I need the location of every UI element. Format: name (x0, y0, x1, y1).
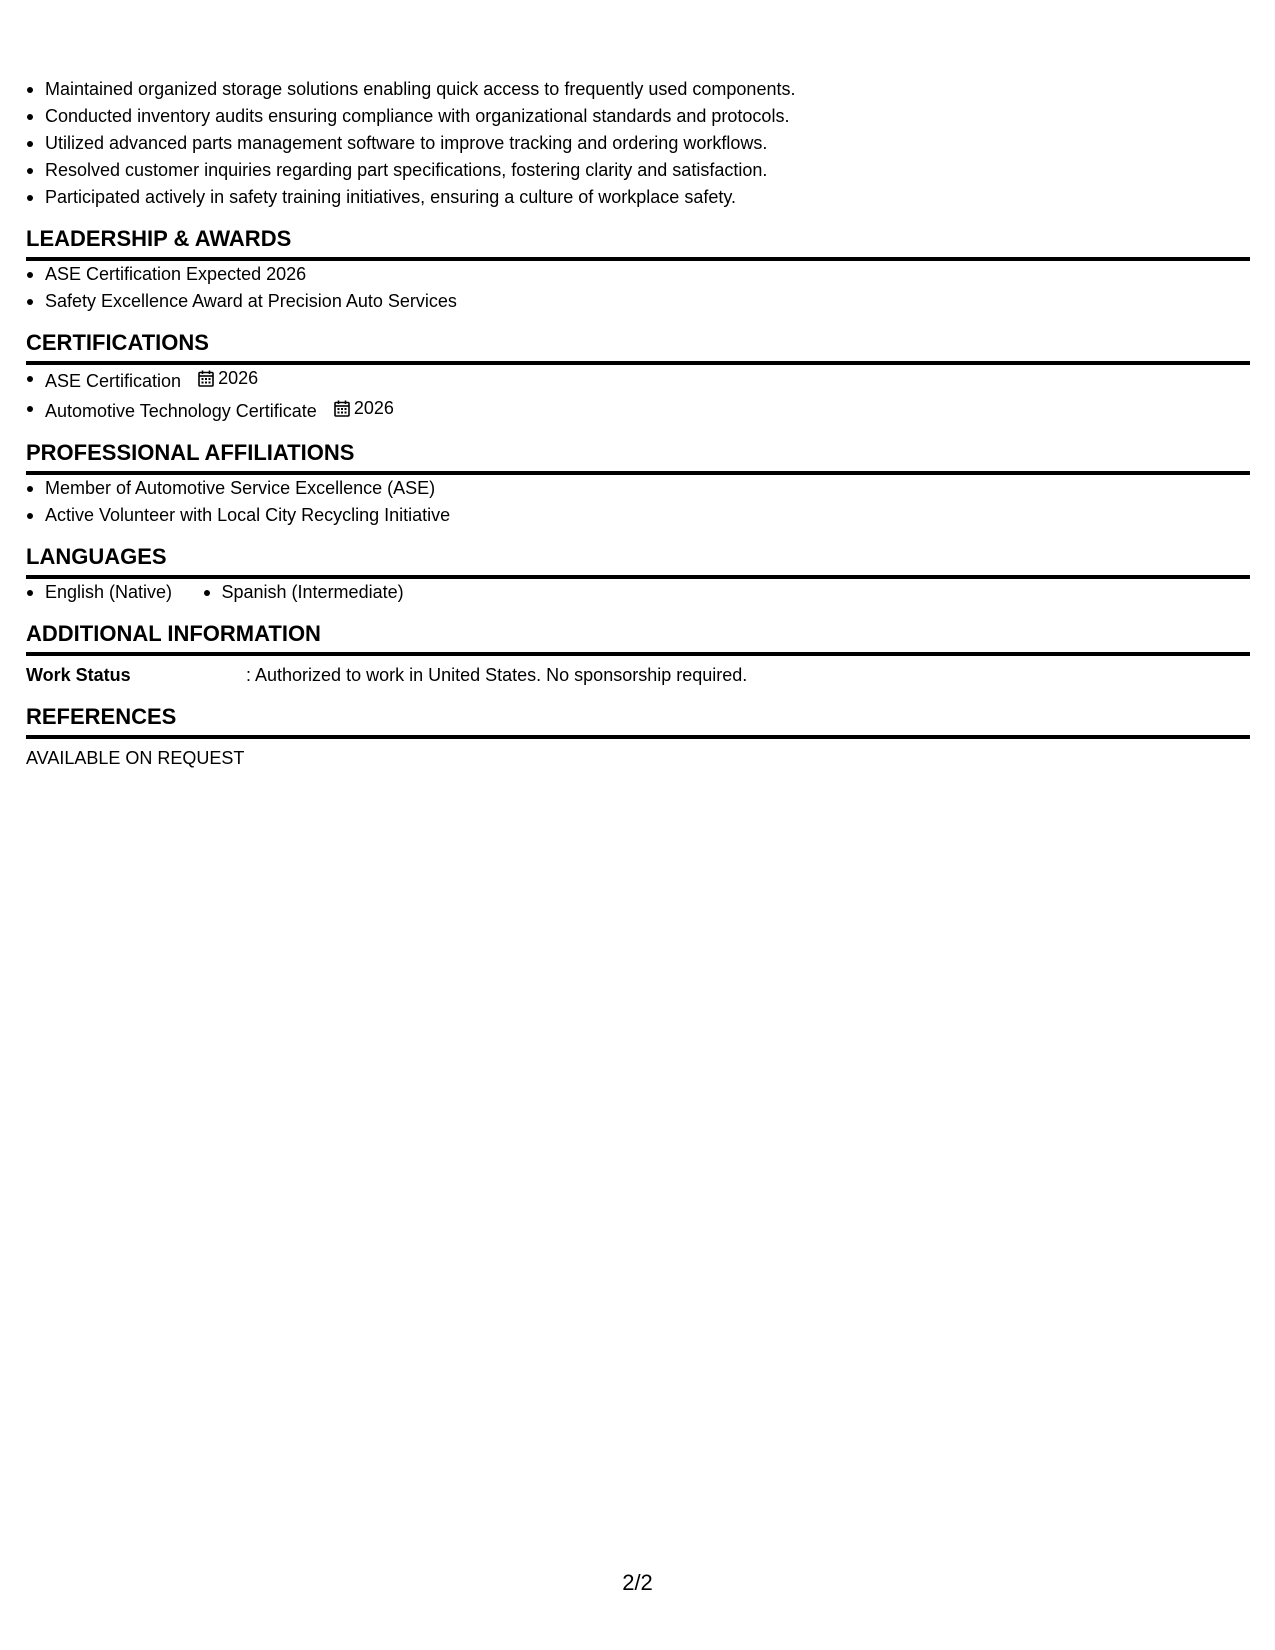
experience-bullet: Utilized advanced parts management software to improve tracking and ordering workflows. (26, 130, 1250, 157)
affiliation-item: Member of Automotive Service Excellence (ASE) (26, 475, 1250, 502)
certification-item (26, 395, 1250, 425)
work-status-label: Work Status (26, 665, 131, 685)
work-status-row (26, 662, 1250, 689)
leadership-item: Safety Excellence Award at Precision Auto Services (26, 288, 1250, 315)
certification-year: 2026 (353, 398, 394, 418)
language-item: English (Native) (26, 579, 172, 606)
affiliations-list (26, 475, 1250, 529)
certification-year: 2026 (218, 368, 259, 388)
languages-list (26, 579, 1250, 606)
certification-name: ASE Certification (45, 371, 182, 391)
additional-info-heading: ADDITIONAL INFORMATION (26, 620, 1250, 656)
calendar-icon (198, 370, 214, 387)
certifications-list (26, 365, 1250, 425)
experience-bullet: Resolved customer inquiries regarding part specifications, fostering clarity and satisfaction. (26, 157, 1250, 184)
experience-bullet-list (26, 76, 1250, 211)
experience-bullet: Conducted inventory audits ensuring compliance with organizational standards and protocols. (26, 103, 1250, 130)
resume-page (26, 76, 1250, 772)
certification-name: Automotive Technology Certificate (45, 401, 317, 421)
affiliation-item: Active Volunteer with Local City Recycling Initiative (26, 502, 1250, 529)
languages-heading: LANGUAGES (26, 543, 1250, 579)
calendar-icon (334, 400, 350, 417)
page-number: 2/2 (622, 1570, 653, 1595)
certification-date (334, 395, 394, 422)
work-status-value: : Authorized to work in United States. No sponsorship required. (246, 665, 748, 685)
leadership-list (26, 261, 1250, 315)
experience-bullet: Participated actively in safety training initiatives, ensuring a culture of workplace safety. (26, 184, 1250, 211)
certification-date (198, 365, 258, 392)
experience-bullet: Maintained organized storage solutions enabling quick access to frequently used components. (26, 76, 1250, 103)
language-item: Spanish (Intermediate) (203, 579, 404, 606)
affiliations-heading: PROFESSIONAL AFFILIATIONS (26, 439, 1250, 475)
leadership-item: ASE Certification Expected 2026 (26, 261, 1250, 288)
references-text: AVAILABLE ON REQUEST (26, 748, 245, 768)
certifications-heading: CERTIFICATIONS (26, 329, 1250, 365)
references-heading: REFERENCES (26, 703, 1250, 739)
leadership-heading: LEADERSHIP & AWARDS (26, 225, 1250, 261)
certification-item (26, 365, 1250, 395)
